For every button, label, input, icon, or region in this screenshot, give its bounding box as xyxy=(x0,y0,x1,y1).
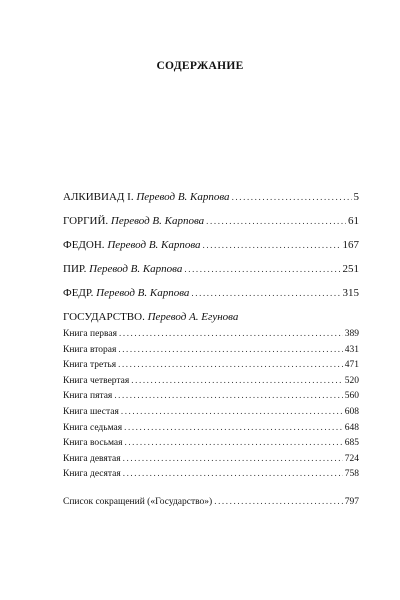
toc-book-title: Книга восьмая xyxy=(63,438,123,449)
toc-book-entry[interactable] xyxy=(63,357,359,373)
toc-page-number: 758 xyxy=(344,469,359,480)
republic-books-list xyxy=(63,326,359,482)
toc-book-title: Книга девятая xyxy=(63,453,121,464)
toc-entry-title: ГОРГИЙ. Перевод В. Карпова xyxy=(63,215,205,227)
dot-leader xyxy=(123,466,343,481)
toc-page-number: 251 xyxy=(342,263,359,275)
toc-book-entry[interactable] xyxy=(63,451,359,467)
toc-entry-symposium[interactable] xyxy=(63,262,359,276)
toc-page-number: 648 xyxy=(344,422,359,433)
toc-entry-phaedrus[interactable] xyxy=(63,286,359,300)
toc-book-title: Книга пятая xyxy=(63,391,113,402)
toc-page-number: 167 xyxy=(342,239,359,251)
toc-book-title: Книга четвертая xyxy=(63,375,130,386)
toc-book-title: Книга шестая xyxy=(63,406,119,417)
toc-page-number: 5 xyxy=(353,191,359,203)
toc-book-entry[interactable] xyxy=(63,388,359,404)
toc-book-entry[interactable] xyxy=(63,373,359,389)
toc-page-number: 797 xyxy=(344,496,359,507)
page-title: СОДЕРЖАНИЕ xyxy=(156,60,244,72)
toc-entry-phaedo[interactable] xyxy=(63,238,359,252)
toc-section-republic[interactable]: ГОСУДАРСТВО. Перевод А. Егунова xyxy=(63,311,239,323)
toc-book-entry[interactable] xyxy=(63,326,359,342)
dot-leader xyxy=(124,420,343,435)
toc-page-number: 61 xyxy=(348,215,359,227)
toc-entry-title: ПИР. Перевод В. Карпова xyxy=(63,263,183,275)
toc-book-title: Книга вторая xyxy=(63,344,117,355)
toc-page-number: 520 xyxy=(344,375,359,386)
toc-book-entry[interactable] xyxy=(63,404,359,420)
toc-entry-title: ФЕДОН. Перевод В. Карпова xyxy=(63,239,201,251)
dot-leader xyxy=(191,286,340,300)
dot-leader xyxy=(114,388,342,403)
toc-book-entry[interactable] xyxy=(63,466,359,482)
toc-entry-title: АЛКИВИАД I. Перевод В. Карпова xyxy=(63,191,230,203)
toc-book-title: Книга седьмая xyxy=(63,422,123,433)
table-of-contents xyxy=(63,190,359,509)
dot-leader xyxy=(123,451,343,466)
toc-page-number: 471 xyxy=(344,360,359,371)
toc-book-title: Книга первая xyxy=(63,329,117,339)
toc-entry-alcibiades[interactable] xyxy=(63,190,359,204)
dot-leader xyxy=(203,238,341,252)
dot-leader xyxy=(232,190,352,204)
toc-page-number: 685 xyxy=(344,438,359,449)
toc-page-number: 724 xyxy=(344,453,359,464)
dot-leader xyxy=(131,373,342,388)
toc-entry-abbreviations[interactable] xyxy=(63,494,359,509)
toc-page-number: 560 xyxy=(344,391,359,402)
toc-entry-title: Список сокращений («Государство») xyxy=(63,496,213,507)
dot-leader xyxy=(118,342,342,357)
toc-book-entry[interactable] xyxy=(63,420,359,436)
toc-page-number: 431 xyxy=(344,344,359,355)
toc-entry-title: ФЕДР. Перевод В. Карпова xyxy=(63,287,190,299)
toc-book-title: Книга десятая xyxy=(63,469,121,480)
toc-book-entry[interactable] xyxy=(63,435,359,451)
dot-leader xyxy=(214,494,343,508)
dot-leader xyxy=(206,214,346,228)
toc-page-number: 389 xyxy=(344,329,359,339)
dot-leader xyxy=(118,357,343,372)
dot-leader xyxy=(124,435,342,450)
toc-book-title: Книга третья xyxy=(63,360,117,371)
toc-page-number: 315 xyxy=(342,287,359,299)
toc-entry-gorgias[interactable] xyxy=(63,214,359,228)
dot-leader xyxy=(121,404,343,419)
toc-book-entry[interactable] xyxy=(63,342,359,358)
dot-leader xyxy=(184,262,340,276)
dot-leader xyxy=(119,326,343,341)
toc-page-number: 608 xyxy=(344,406,359,417)
